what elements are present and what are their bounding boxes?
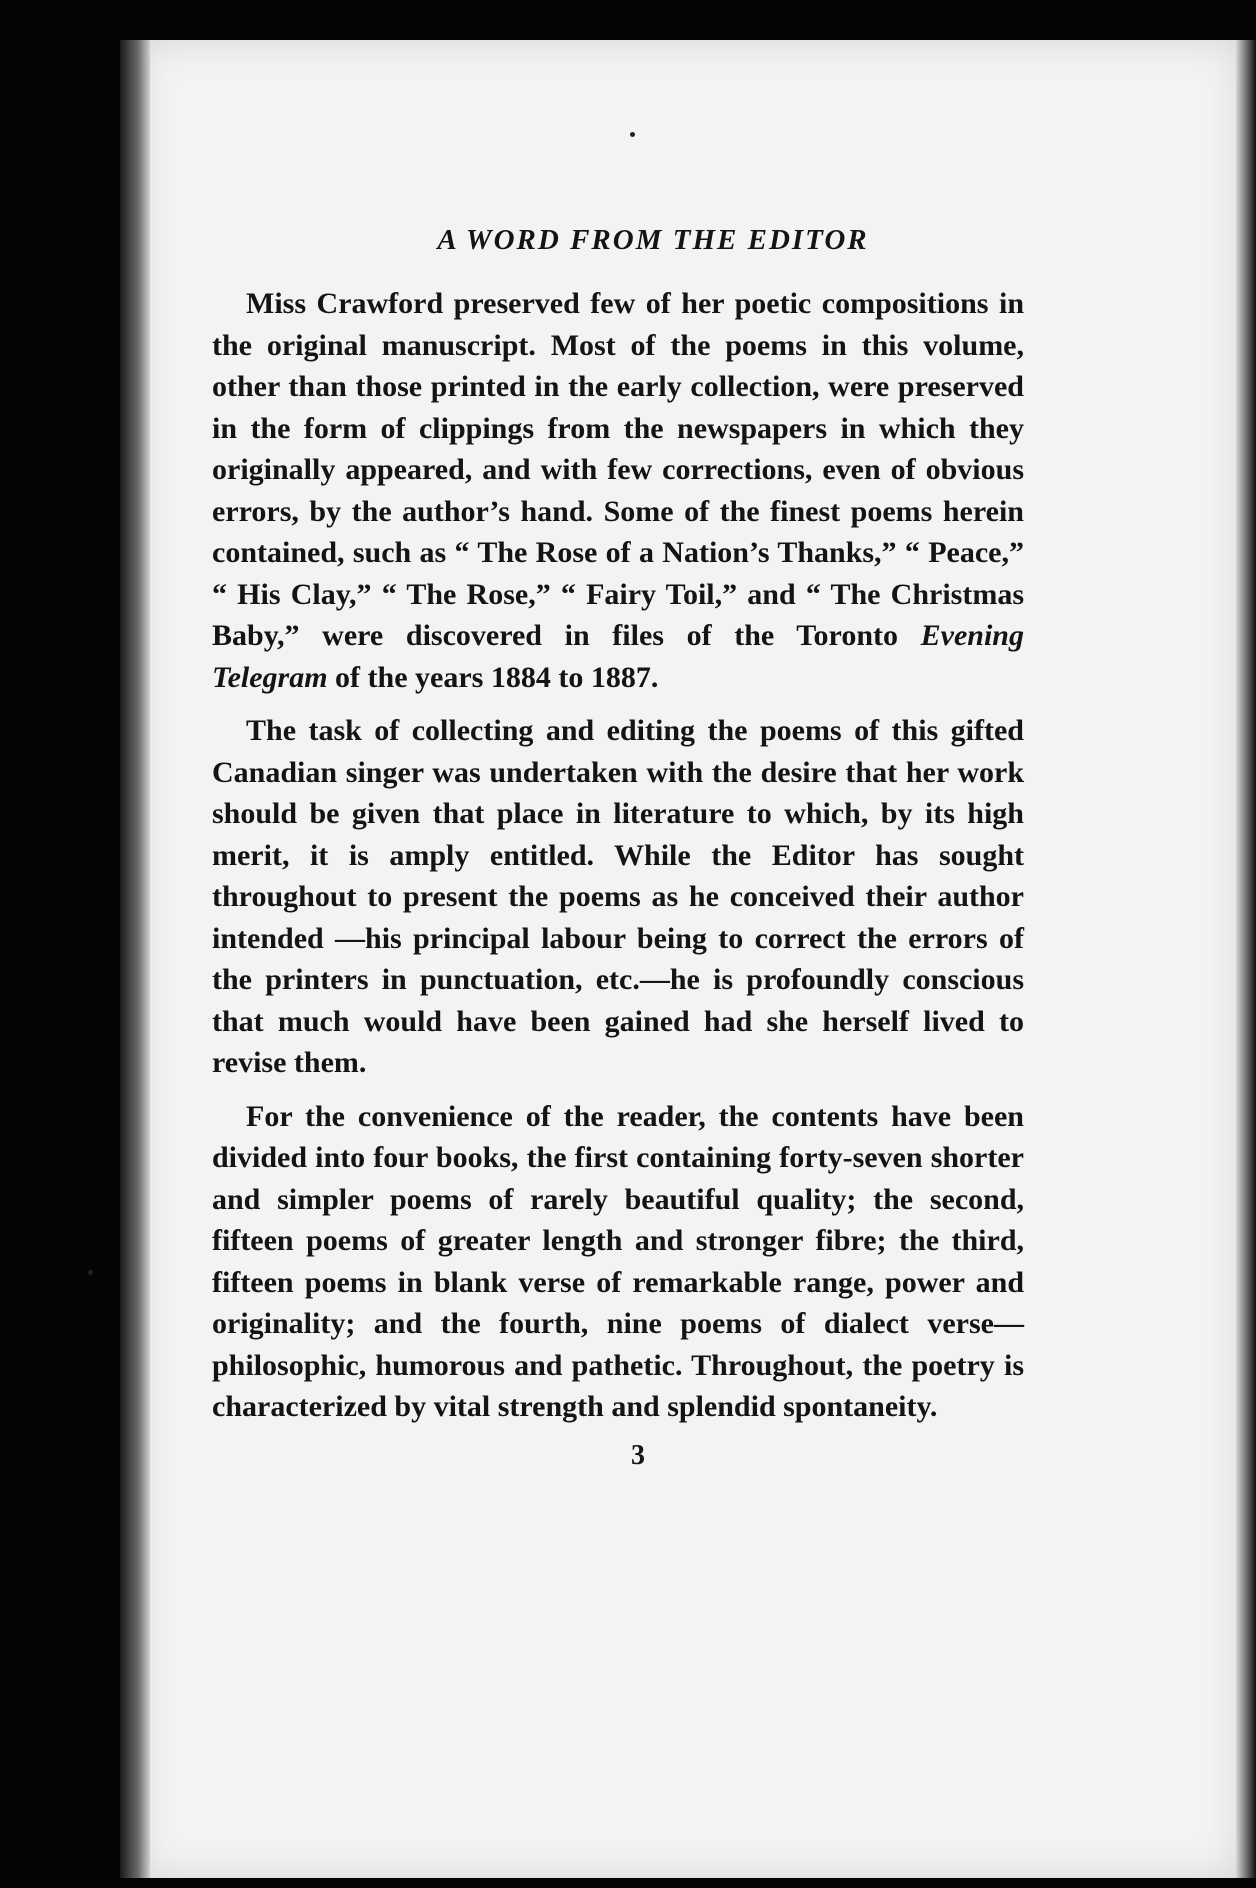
page-heading: A WORD FROM THE EDITOR: [437, 224, 869, 256]
page-content: [212, 212, 1024, 1472]
page-number: 3: [631, 1439, 645, 1471]
paragraph-3: For the convenience of the reader, the contents have been divided into four books, the first containing forty-seven shorter and simpler poems of rarely beautiful quality; the second, fifteen poems of greater length and stronger fibre; the third, fifteen poems in blank verse of remarkable range, power and originality; and the fourth, nine poems of dialect verse—philosophic, humorous and pathetic. Throughout, the poetry is characterized by vital strength and splendid spontaneity.: [212, 1099, 1024, 1423]
page-edge: [1236, 40, 1256, 1878]
paragraph-2: The task of collecting and editing the poems of this gifted Canadian singer was undertaken with the desire that her work should be given that place in literature to which, by its high merit, it is amply entitled. While the Editor has sought throughout to present the poems as he conceived their author intended —his principal labour being to correct the errors of the printers in punctuation, etc.—he is profoundly conscious that much would have been gained had she herself lived to revise them.: [212, 714, 1024, 1079]
paragraph-1: [212, 283, 1024, 698]
paragraph-1-text: Miss Crawford preserved few of her poetic compositions in the original manuscript. Most of the poems in this volume, other than those printed in the early collection, were preserved in the form of clippings from the newspapers in which they originally appeared, and with few corrections, even of obvious errors, by the author’s hand. Some of the finest poems herein contained, such as “ The Rose of a Nation’s Thanks,” “ Peace,” “ His Clay,” “ The Rose,” “ Fairy Toil,” and “ The Christmas Baby,” were discovered in files of the Toronto: [212, 287, 1024, 652]
newspaper-title: Evening Telegram: [212, 619, 1024, 694]
speck-mark: [88, 1270, 93, 1275]
speck-mark: [630, 132, 635, 137]
binding-gutter: [120, 40, 150, 1878]
paragraph-1-text-end: of the years 1884 to 1887.: [327, 660, 659, 694]
